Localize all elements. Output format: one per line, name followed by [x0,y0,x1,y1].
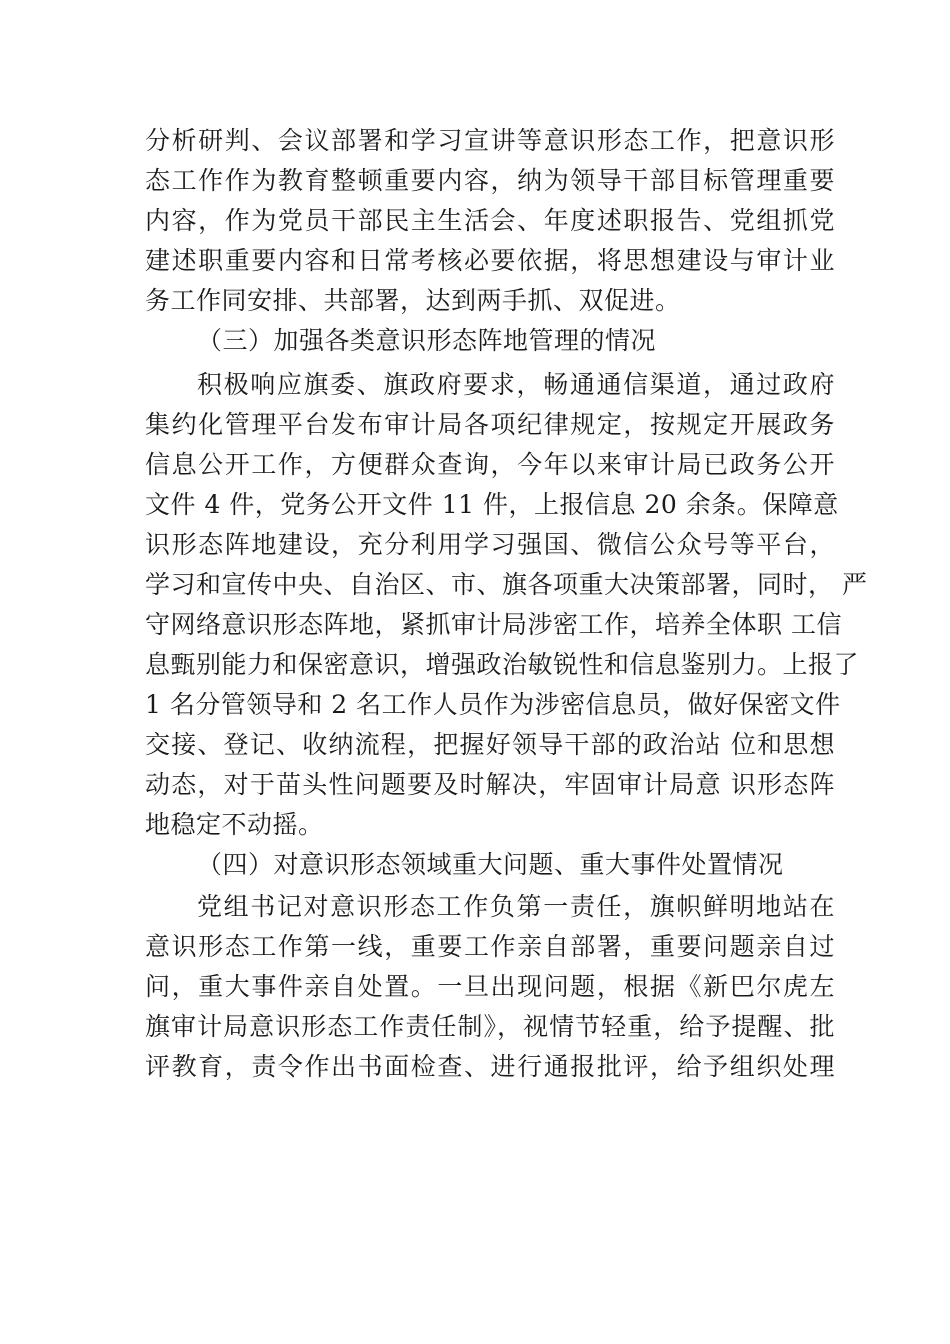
paragraph-line: 分析研判、会议部署和学习宣讲等意识形态工作，把意识形 [145,126,835,155]
paragraph-line: 党组书记对意识形态工作负第一责任，旗帜鲜明地站在 [197,892,835,921]
paragraph-line: 信息公开工作，方便群众查询，今年以来审计局已政务公开 [145,450,835,479]
paragraph-line: 问，重大事件亲自处置。一旦出现问题，根据《新巴尔虎左 [145,972,835,1001]
paragraph-line: 积极响应旗委、旗政府要求，畅通通信渠道，通过政府 [197,370,835,399]
paragraph-line: 文件 4 件，党务公开文件 11 件，上报信息 20 余条。保障意 [145,490,839,519]
paragraph-line: 1 名分管领导和 2 名工作人员作为涉密信息员，做好保密文件 [145,690,841,719]
paragraph-line: 建述职重要内容和日常考核必要依据，将思想建设与审计业 [145,246,835,275]
paragraph-line: 集约化管理平台发布审计局各项纪律规定，按规定开展政务 [145,410,835,439]
paragraph-line: 交接、登记、收纳流程，把握好领导干部的政治站 位和思想 [145,730,835,759]
paragraph-line: 评教育，责令作出书面检查、进行通报批评，给予组织处理 [145,1052,835,1081]
paragraph-line: 务工作同安排、共部署，达到两手抓、双促进。 [145,286,681,315]
paragraph-line: 内容，作为党员干部民主生活会、年度述职报告、党组抓党 [145,206,835,235]
paragraph-line: 学习和宣传中央、自治区、市、旗各项重大决策部署，同时， 严 [145,570,868,599]
section-heading: （四）对意识形态领域重大问题、重大事件处置情况 [197,850,784,879]
paragraph-line: 态工作作为教育整顿重要内容，纳为领导干部目标管理重要 [145,166,835,195]
paragraph-line: 守网络意识形态阵地，紧抓审计局涉密工作，培养全体职 工信 [145,610,842,639]
section-heading: （三）加强各类意识形态阵地管理的情况 [197,326,657,355]
paragraph-line: 意识形态工作第一线，重要工作亲自部署，重要问题亲自过 [145,932,835,961]
paragraph-line: 识形态阵地建设，充分利用学习强国、微信公众号等平台， [145,530,835,559]
paragraph-line: 息甄别能力和保密意识，增强政治敏锐性和信息鉴别力。上报了 [145,650,860,679]
paragraph-line: 动态，对于苗头性问题要及时解决，牢固审计局意 识形态阵 [145,770,835,799]
paragraph-line: 地稳定不动摇。 [145,810,324,839]
paragraph-line: 旗审计局意识形态工作责任制》，视情节轻重，给予提醒、批 [145,1012,835,1041]
